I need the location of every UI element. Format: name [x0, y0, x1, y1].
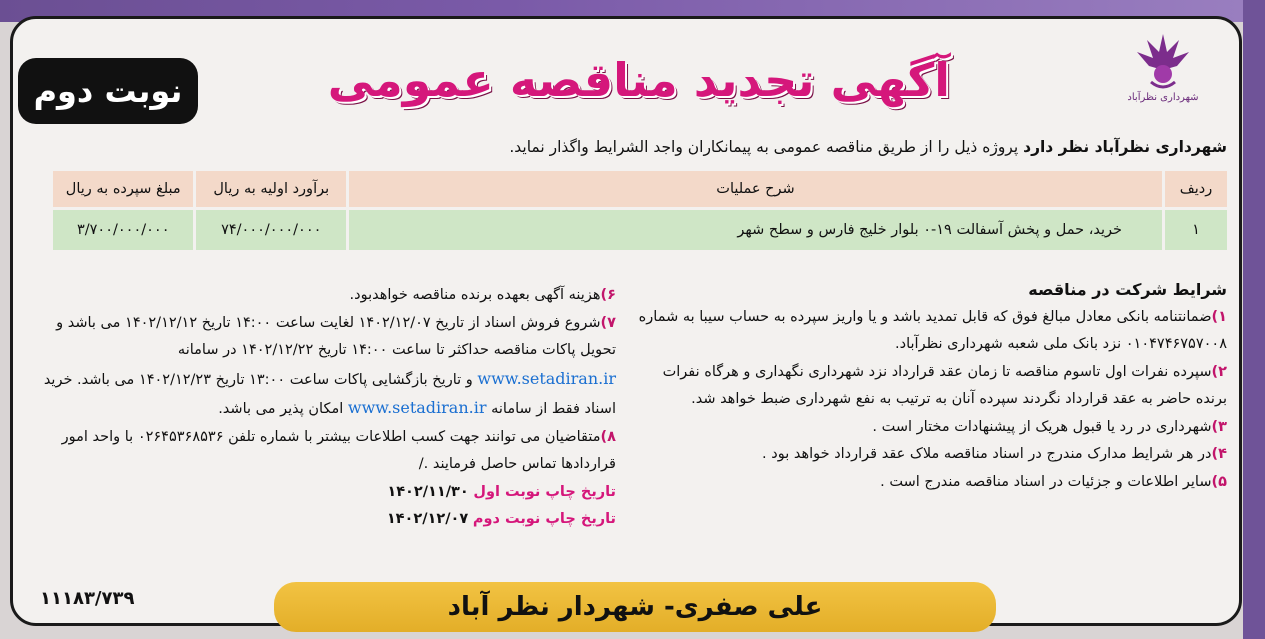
condition-text: شهرداری در رد یا قبول هریک از پیشنهادات مختار است .	[872, 418, 1212, 435]
print-date-label: تاریخ چاپ نوبت اول	[473, 483, 616, 500]
header-row-number: ردیف	[1165, 171, 1227, 207]
condition-text: ضمانتنامه بانکی معادل مبالغ فوق که قابل تمدید باشد و یا واریز سپرده به حساب سیبا به شماره ۰۱۰۴۷۴۶۷۵۷۰۰۸ نزد بانک ملی شعبه شهرداری نظرآباد.	[638, 308, 1227, 352]
header-deposit: مبلغ سپرده به ریال	[53, 171, 193, 207]
print-date-value: ۱۴۰۲/۱۲/۰۷	[386, 511, 469, 527]
header-estimate: برآورد اولیه به ریال	[196, 171, 346, 207]
condition-item	[627, 304, 1227, 359]
condition-item-7	[36, 310, 616, 424]
setadiran-link[interactable]: www.setadiran.ir	[347, 398, 487, 417]
header-description: شرح عملیات	[349, 171, 1162, 207]
condition-number: ۳)	[1211, 418, 1227, 435]
municipality-logo	[1125, 30, 1201, 114]
signature-bar: علی صفری- شهردار نظر آباد	[274, 582, 996, 632]
condition-text: در هر شرایط مدارک مندرج در اسناد مناقصه ملاک عقد قرارداد خواهد بود .	[762, 446, 1212, 462]
condition-number: ۶)	[600, 287, 616, 303]
print-date-second	[36, 506, 616, 534]
right-border-strip	[1243, 0, 1265, 639]
operations-table	[50, 168, 1230, 253]
round-badge: نوبت دوم	[18, 58, 198, 124]
condition-item-8	[36, 424, 616, 479]
condition-text: شروع فروش اسناد از تاریخ ۱۴۰۲/۱۲/۰۷ لغایت ساعت ۱۴:۰۰ تاریخ ۱۴۰۲/۱۲/۱۲ می باشد و تحویل پاکات مناقصه حداکثر تا ساعت ۱۴:۰۰ تاریخ ۱۴۰۲/۱۲/۲۲ در سامانه	[56, 314, 616, 358]
condition-item-6	[36, 282, 616, 310]
condition-text: و تاریخ بازگشایی پاکات ساعت ۱۳:۰۰ تاریخ ۱۴۰۲/۱۲/۲۳ می باشد. خرید اسناد فقط از سامانه	[43, 371, 616, 417]
intro-org: شهرداری نظرآباد نظر دارد	[1023, 138, 1227, 156]
condition-number: ۵)	[1211, 473, 1227, 490]
cell-row-number: ۱	[1165, 210, 1227, 250]
cell-deposit: ۳/۷۰۰/۰۰۰/۰۰۰	[53, 210, 193, 250]
condition-text: امکان پذیر می باشد.	[218, 401, 348, 417]
cell-estimate: ۷۴/۰۰۰/۰۰۰/۰۰۰	[196, 210, 346, 250]
condition-item	[627, 469, 1227, 497]
conditions-title: شرایط شرکت در مناقصه	[1028, 280, 1227, 299]
logo-caption: شهرداری نظرآباد	[1127, 92, 1199, 103]
condition-item	[627, 414, 1227, 442]
table-row	[53, 210, 1227, 250]
condition-number: ۲)	[1211, 363, 1227, 380]
logo-emblem-icon	[1133, 30, 1193, 94]
print-date-first	[36, 479, 616, 507]
condition-text: سپرده نفرات اول تاسوم مناقصه تا زمان عقد قرارداد نزد شهرداری نگهداری و هرگاه نفرات برنده حاضر به عقد قرارداد نگردند سپرده آنان به ترتیب به نفع شهرداری ضبط خواهد شد.	[662, 363, 1227, 407]
condition-number: ۷)	[600, 314, 616, 331]
conditions-section	[627, 276, 1227, 496]
ad-code: ۱۱۱۸۳/۷۳۹	[40, 588, 135, 609]
intro-text	[427, 138, 1227, 156]
condition-text: سایر اطلاعات و جزئیات در اسناد مناقصه مندرج است .	[880, 473, 1212, 490]
condition-text: متقاضیان می توانند جهت کسب اطلاعات بیشتر با شماره تلفن ۰۲۶۴۵۳۶۸۵۳۶ با واحد امور قراردادها تماس حاصل فرمایند ./	[61, 428, 616, 472]
cell-description: خرید، حمل و پخش آسفالت ۱۹-۰ بلوار خلیج فارس و سطح شهر	[349, 210, 1162, 250]
condition-number: ۱)	[1211, 308, 1227, 325]
setadiran-link[interactable]: www.setadiran.ir	[477, 368, 616, 388]
extra-conditions	[36, 282, 616, 534]
condition-item	[627, 359, 1227, 414]
ad-headline: آگهی تجدید مناقصه عمومی	[327, 53, 950, 107]
print-date-value: ۱۴۰۲/۱۱/۳۰	[387, 483, 469, 500]
intro-body: پروژه ذیل را از طریق مناقصه عمومی به پیمانکاران واجد الشرایط واگذار نماید.	[509, 138, 1024, 156]
condition-number: ۴)	[1211, 446, 1227, 462]
condition-text: هزینه آگهی بعهده برنده مناقصه خواهدبود.	[349, 287, 601, 303]
table-header-row	[53, 171, 1227, 207]
condition-item	[627, 441, 1227, 469]
condition-number: ۸)	[600, 428, 616, 445]
print-date-label: تاریخ چاپ نوبت دوم	[472, 511, 616, 527]
